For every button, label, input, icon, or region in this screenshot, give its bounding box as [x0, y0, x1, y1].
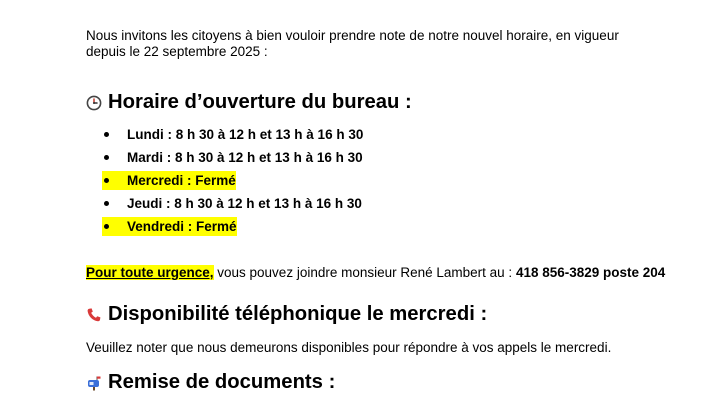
intro-line-2: depuis le 22 septembre 2025 : [86, 44, 268, 59]
urgent-phone: 418 856-3829 poste 204 [515, 265, 666, 280]
bullet [104, 155, 109, 160]
documents-heading-text: Remise de documents : [108, 370, 336, 393]
list-item-mercredi [86, 171, 363, 194]
hours-list [86, 125, 363, 240]
bullet [104, 224, 109, 229]
urgent-label: Pour toute urgence, [86, 265, 214, 280]
documents-heading [86, 370, 336, 393]
hours-item-text: Jeudi : 8 h 30 à 12 h et 13 h à 16 h 30 [127, 196, 362, 211]
hours-item-text: Vendredi : Fermé [127, 219, 237, 234]
clock-icon [86, 94, 102, 110]
bullet [104, 132, 109, 137]
bullet [104, 201, 109, 206]
phone-icon [86, 306, 102, 322]
hours-heading [86, 90, 412, 113]
hours-item-text: Lundi : 8 h 30 à 12 h et 13 h à 16 h 30 [127, 127, 364, 142]
intro-line-1: Nous invitons les citoyens à bien vouloir prendre note de notre nouvel horaire, en vigueur [86, 28, 619, 43]
hours-heading-text: Horaire d’ouverture du bureau : [108, 90, 412, 113]
mailbox-icon [86, 374, 102, 390]
list-item-lundi [86, 125, 363, 148]
phone-heading [86, 302, 488, 325]
urgent-text: vous pouvez joindre monsieur René Lambert au : [213, 265, 516, 280]
hours-item-text: Mardi : 8 h 30 à 12 h et 13 h à 16 h 30 [127, 150, 363, 165]
list-item-mardi [86, 148, 363, 171]
document-page [86, 28, 706, 393]
bullet [104, 178, 109, 183]
phone-heading-text: Disponibilité téléphonique le mercredi : [108, 302, 488, 325]
hours-item-text: Mercredi : Fermé [127, 173, 236, 188]
intro-paragraph [86, 28, 706, 60]
phone-paragraph: Veuillez noter que nous demeurons disponibles pour répondre à vos appels le mercredi. [86, 340, 612, 355]
list-item-vendredi [86, 217, 363, 240]
list-item-jeudi [86, 194, 363, 217]
urgent-contact [86, 264, 665, 282]
